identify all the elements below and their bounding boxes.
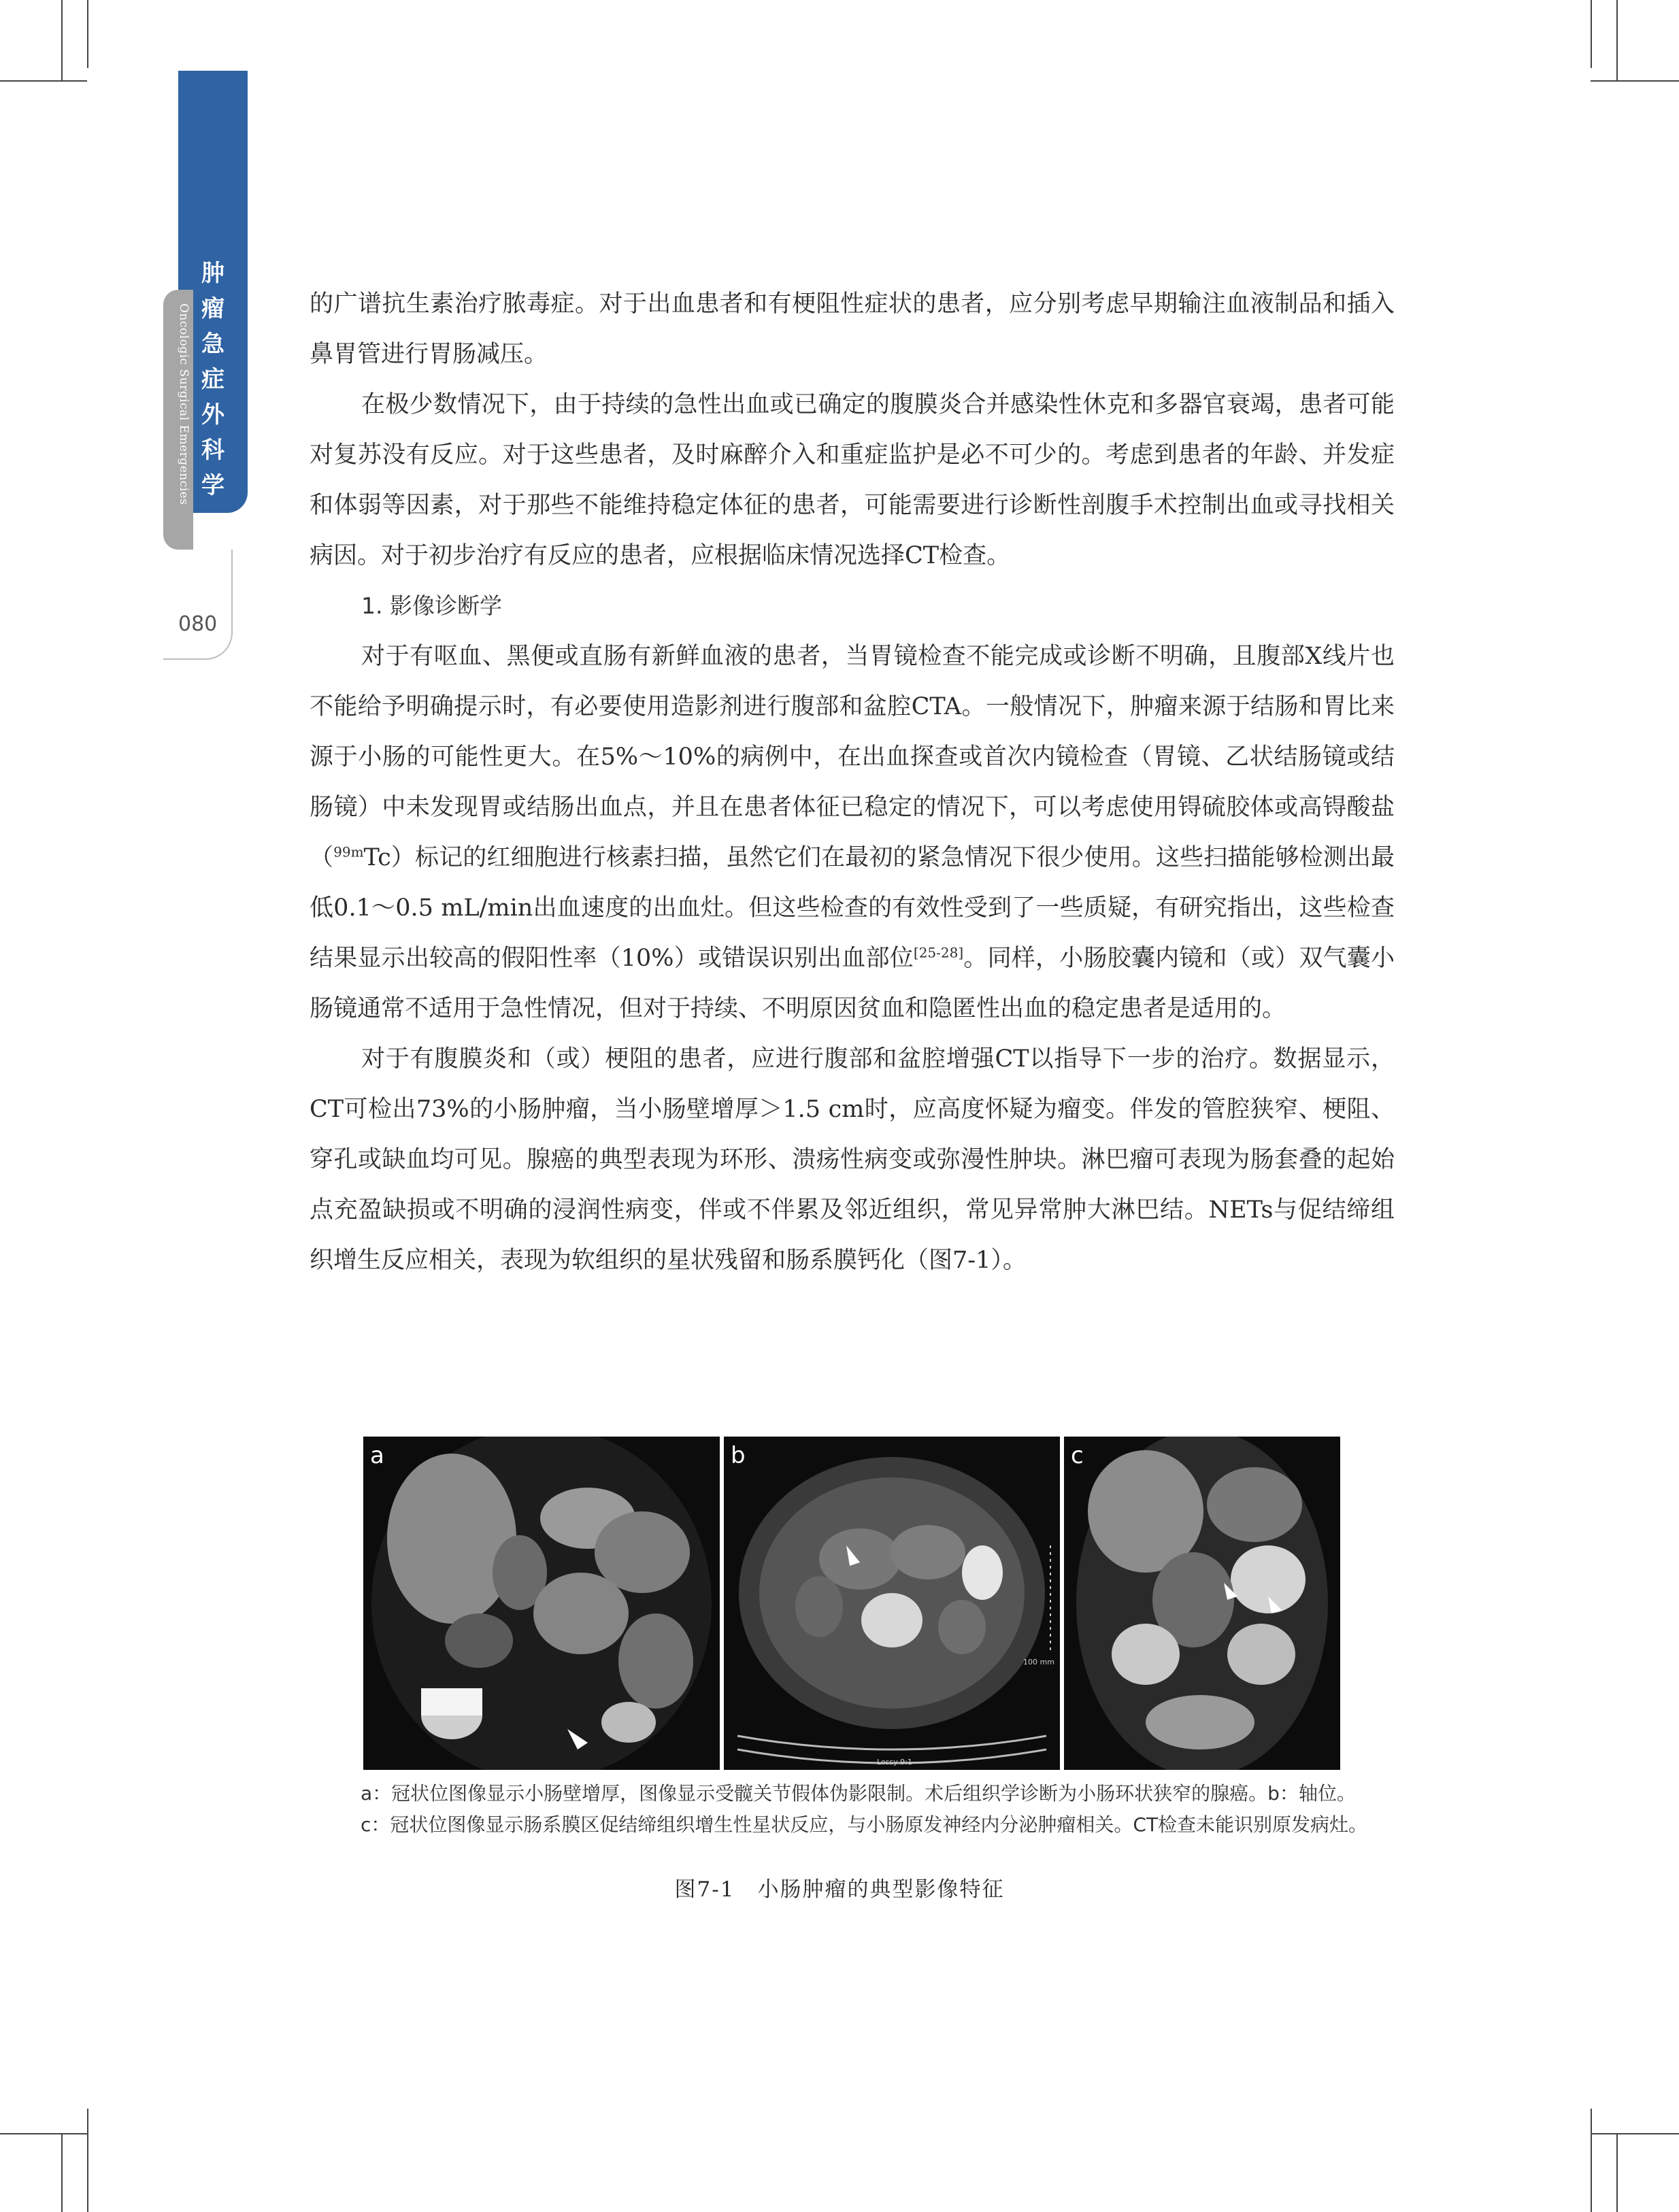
figure-caption: a：冠状位图像显示小肠壁增厚，图像显示受髋关节假体伪影限制。术后组织学诊断为小肠环状狭窄的腺癌。b：轴位。c：冠状位图像显示肠系膜区促结缔组织增生性星状反应，与小肠原发神经内分泌肿瘤相关。CT检查未能识别原发病灶。 bbox=[361, 1782, 1368, 1836]
crop-mark bbox=[1591, 0, 1592, 68]
isotope-superscript: 99m bbox=[333, 843, 364, 860]
crop-mark bbox=[1591, 80, 1679, 82]
paragraph: 在极少数情况下，由于持续的急性出血或已确定的腹膜炎合并感染性休克和多器官衰竭，患者可能对复苏没有反应。对于这些患者，及时麻醉介入和重症监护是必不可少的。考虑到患者的年龄、并发症和体弱等因素，对于那些不能维持稳定体征的患者，可能需要进行诊断性剖腹手术控制出血或寻找相关病因。对于初步治疗有反应的患者，应根据临床情况选择CT检查。 bbox=[310, 391, 1395, 569]
crop-mark bbox=[61, 0, 63, 80]
chapter-tab-en bbox=[163, 290, 193, 550]
paragraph: 的广谱抗生素治疗脓毒症。对于出血患者和有梗阻性症状的患者，应分别考虑早期输注血液制品和插入鼻胃管进行胃肠减压。 bbox=[310, 290, 1395, 368]
paragraph: 对于有腹膜炎和（或）梗阻的患者，应进行腹部和盆腔增强CT以指导下一步的治疗。数据显示，CT可检出73%的小肠肿瘤，当小肠壁增厚＞1.5 cm时，应高度怀疑为瘤变。伴发的管腔狭窄、梗阻、穿孔或缺血均可见。腺癌的典型表现为环形、溃疡性病变或弥漫性肿块。淋巴瘤可表现为肠套叠的起始点充盈缺损或不明确的浸润性病变，伴或不伴累及邻近组织，常见异常肿大淋巴结。NETs与促结缔组织增生反应相关，表现为软组织的星状残留和肠系膜钙化（图7-1）。 bbox=[310, 1045, 1395, 1274]
ct-image-b bbox=[724, 1437, 1060, 1770]
crop-mark bbox=[87, 0, 88, 68]
ct-coronal-scan-c bbox=[1064, 1437, 1340, 1770]
crop-mark bbox=[0, 2133, 87, 2134]
panel-label: c bbox=[1071, 1442, 1084, 1469]
book-title-zh: 肿 瘤 急 症 外 科 学 bbox=[201, 260, 225, 499]
text-run: Tc）标记的红细胞进行核素扫描，虽然它们在最初的紧急情况下很少使用。这些扫描能够检测出最低0.1～0.5 mL/min出血速度的出血灶。但这些检查的有效性受到了一些质疑，有研究指出，这些检查结果显示出较高的假阳性率（10%）或错误识别出血部位 bbox=[310, 844, 1395, 972]
figure-title: 图7-1 小肠肿瘤的典型影像特征 bbox=[674, 1877, 1005, 1902]
panel-label: b bbox=[731, 1442, 746, 1469]
panel-label: a bbox=[370, 1442, 384, 1469]
page-number: 080 bbox=[178, 612, 218, 636]
book-title-en: Oncologic Surgical Emergencies bbox=[177, 303, 190, 505]
ct-image-a bbox=[363, 1437, 720, 1770]
text-run: 对于有呕血、黑便或直肠有新鲜血液的患者，当胃镜检查不能完成或诊断不明确，且腹部X线片也不能给予明确提示时，有必要使用造影剂进行腹部和盆腔CTA。一般情况下，肿瘤来源于结肠和胃比来源于小肠的可能性更大。在5%～10%的病例中，在出血探查或首次内镜检查（胃镜、乙状结肠镜或结肠镜）中未发现胃或结肠出血点，并且在患者体征已稳定的情况下，可以考虑使用锝硫胶体或高锝酸盐（ bbox=[310, 643, 1395, 871]
scale-text: 100 mm bbox=[1023, 1658, 1054, 1666]
compression-label: Lossy 9:1 bbox=[877, 1758, 912, 1766]
page-number-frame bbox=[163, 550, 233, 660]
body-text bbox=[310, 279, 1395, 1286]
crop-mark bbox=[1591, 2133, 1679, 2134]
crop-mark bbox=[1616, 2133, 1618, 2212]
crop-mark bbox=[61, 2133, 63, 2212]
crop-mark bbox=[87, 2109, 88, 2212]
reference-superscript: [25-28] bbox=[913, 944, 964, 961]
text-run: 。同样，小肠胶囊内镜和（或）双气囊小肠镜通常不适用于急性情况，但对于持续、不明原因贫血和隐匿性出血的稳定患者是适用的。 bbox=[310, 945, 1395, 1022]
ct-image-c bbox=[1064, 1437, 1340, 1770]
section-heading: 1. 影像诊断学 bbox=[361, 592, 502, 619]
ct-axial-scan-b bbox=[724, 1437, 1060, 1770]
paragraph bbox=[310, 631, 1395, 1034]
crop-mark bbox=[1616, 0, 1618, 80]
crop-mark bbox=[1591, 2109, 1592, 2212]
crop-mark bbox=[0, 80, 87, 82]
ct-coronal-scan-a bbox=[363, 1437, 720, 1770]
